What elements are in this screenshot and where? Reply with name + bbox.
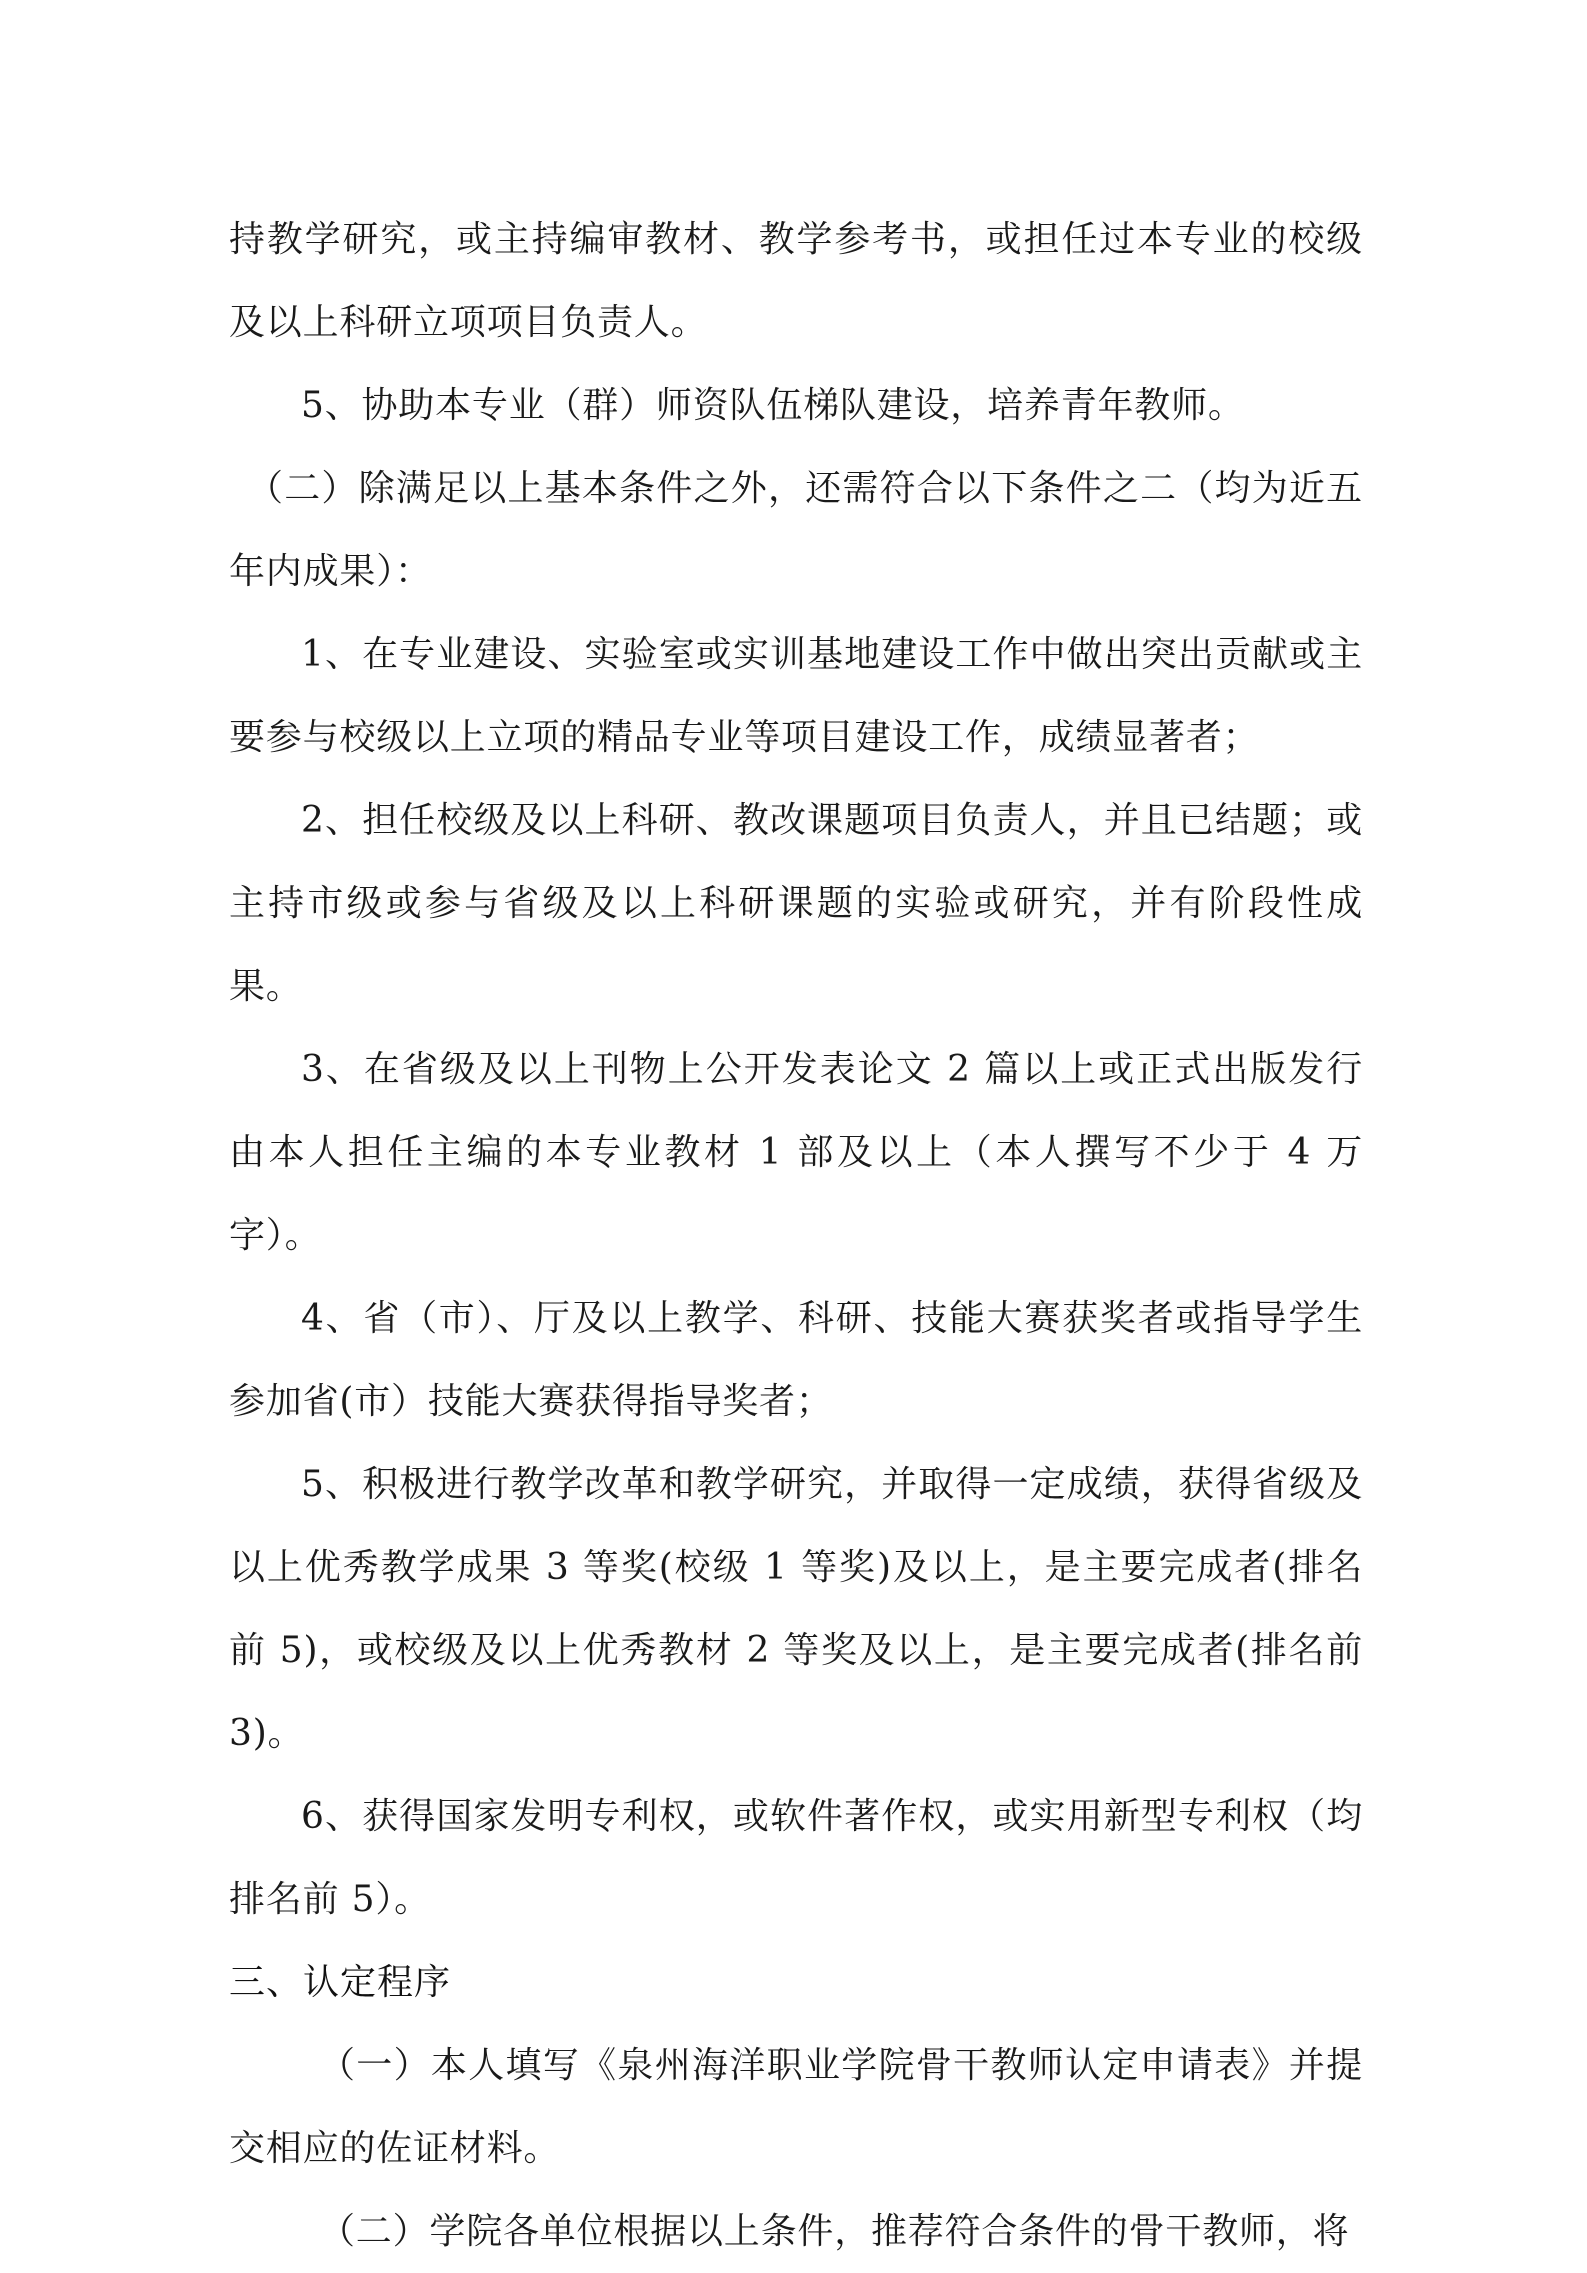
- paragraph-procedure-2: （二）学院各单位根据以上条件，推荐符合条件的骨干教师，将: [319, 2211, 1350, 2252]
- paragraph-condition-2: 2、担任校级及以上科研、教改课题项目负责人，并且已结题；或主持市级或参与省级及以上科研课题的实验或研究，并有阶段性成果。: [229, 800, 1363, 1007]
- section-heading-procedure: 三、认定程序: [229, 1962, 452, 2003]
- paragraph-condition-3: 3、在省级及以上刊物上公开发表论文 2 篇以上或正式出版发行由本人担任主编的本专业教材 1 部及以上（本人撰写不少于 4 万字）。: [229, 1049, 1363, 1256]
- paragraph-condition-6: 6、获得国家发明专利权，或软件著作权，或实用新型专利权（均排名前 5）。: [229, 1796, 1363, 1920]
- paragraph-item-5-faculty-team: 5、协助本专业（群）师资队伍梯队建设，培养青年教师。: [301, 385, 1245, 426]
- paragraph-continuation: 持教学研究，或主持编审教材、教学参考书，或担任过本专业的校级及以上科研立项项目负责人。: [229, 219, 1363, 343]
- paragraph-condition-4: 4、省（市）、厅及以上教学、科研、技能大赛获奖者或指导学生参加省(市）技能大赛获得指导奖者；: [229, 1298, 1363, 1422]
- document-body: [229, 198, 1363, 2273]
- paragraph-condition-5: 5、积极进行教学改革和教学研究，并取得一定成绩，获得省级及以上优秀教学成果 3 等奖(校级 1 等奖)及以上，是主要完成者(排名前 5)，或校级及以上优秀教材 2 等奖及以上，是主要完成者(排名前 3)。: [229, 1464, 1363, 1754]
- paragraph-section-two-conditions: （二）除满足以上基本条件之外，还需符合以下条件之二（均为近五年内成果）：: [229, 468, 1363, 592]
- paragraph-procedure-1: （一）本人填写《泉州海洋职业学院骨干教师认定申请表》并提交相应的佐证材料。: [229, 2045, 1363, 2169]
- paragraph-condition-1: 1、在专业建设、实验室或实训基地建设工作中做出突出贡献或主要参与校级以上立项的精品专业等项目建设工作，成绩显著者；: [229, 634, 1363, 758]
